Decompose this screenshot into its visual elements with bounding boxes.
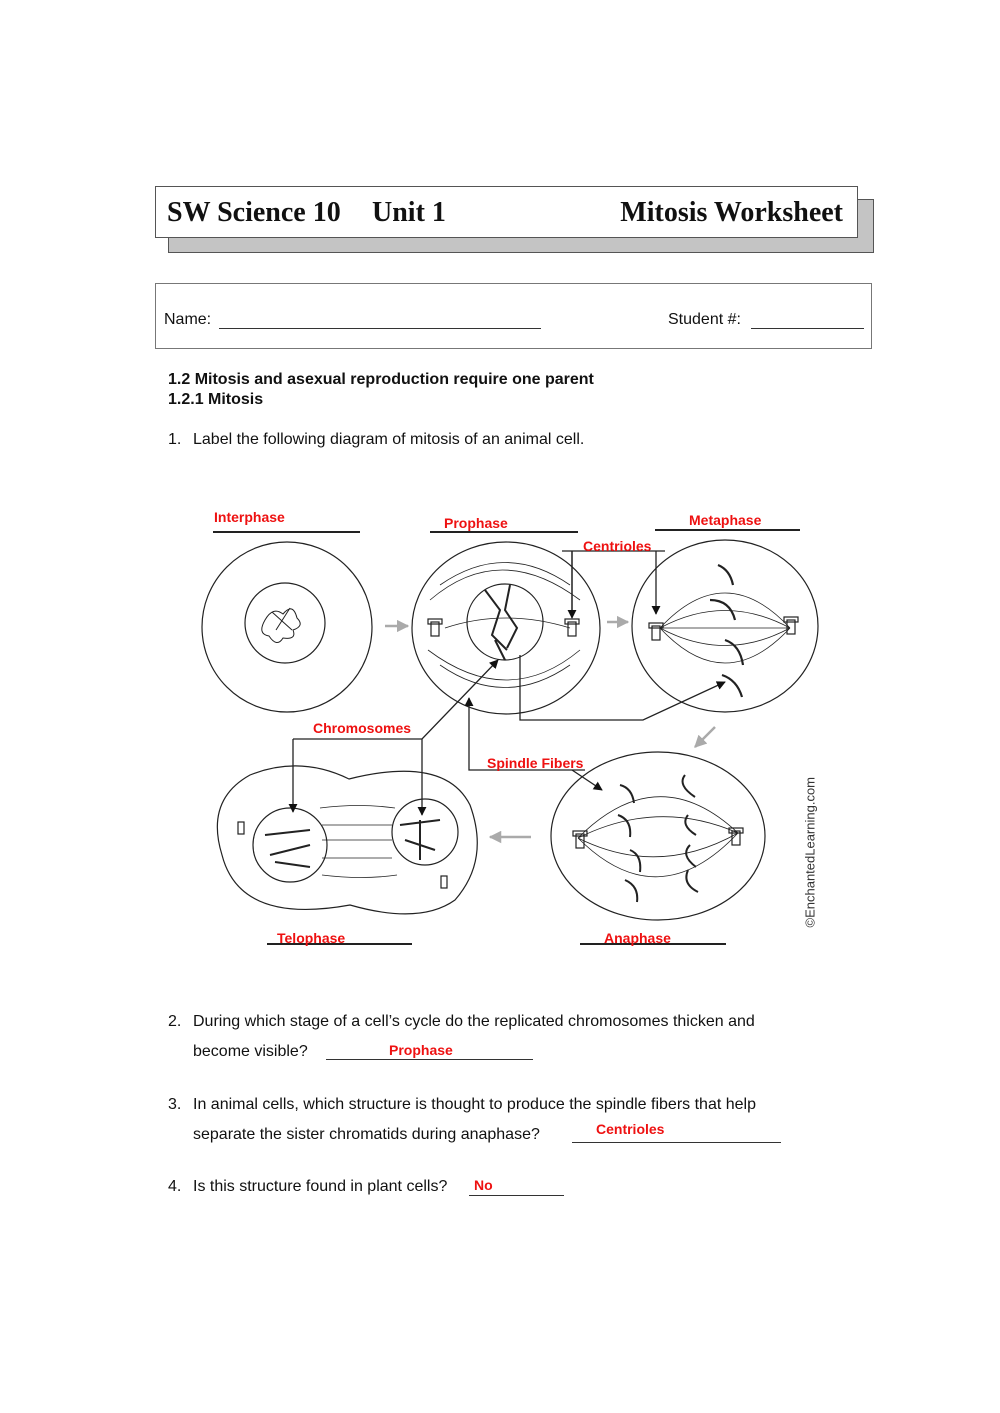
question-2-answer: Prophase (389, 1042, 453, 1058)
metaphase-chromosome-pointer (520, 655, 725, 720)
label-interphase: Interphase (214, 509, 285, 525)
section-heading: 1.2 Mitosis and asexual reproduction require one parent (168, 371, 594, 388)
question-2-text-line1: During which stage of a cell’s cycle do the replicated chromosomes thicken and (193, 1013, 755, 1030)
label-chromosomes: Chromosomes (313, 720, 412, 736)
question-2-answer-line[interactable] (326, 1059, 533, 1060)
arrow-metaphase-to-anaphase (695, 727, 715, 747)
question-3-number: 3. (168, 1096, 182, 1113)
label-spindle-fibers: Spindle Fibers (487, 755, 584, 771)
question-2-number: 2. (168, 1013, 182, 1030)
section-subheading: 1.2.1 Mitosis (168, 391, 264, 408)
name-label: Name: (164, 311, 212, 328)
question-4-text: Is this structure found in plant cells? (193, 1178, 448, 1195)
question-3-answer: Centrioles (596, 1121, 665, 1137)
question-2-text-line2: become visible? (193, 1043, 308, 1060)
question-4-answer-line[interactable] (469, 1195, 564, 1196)
label-telophase: Telophase (277, 930, 346, 946)
metaphase-cell (632, 540, 818, 712)
label-prophase: Prophase (444, 515, 508, 531)
credit-text: ©EnchantedLearning.com (802, 776, 818, 928)
question-4-answer: No (474, 1177, 493, 1193)
course-title: SW Science 10 (167, 197, 341, 228)
question-1-number: 1. (168, 431, 182, 448)
question-3-text-line2: separate the sister chromatids during anaphase? (193, 1126, 540, 1143)
interphase-cell (202, 542, 372, 712)
label-centrioles: Centrioles (583, 538, 652, 554)
centrioles-pointer (562, 551, 665, 616)
student-number-label: Student #: (668, 311, 741, 328)
telophase-cell (217, 766, 477, 914)
label-anaphase: Anaphase (604, 930, 671, 946)
question-4-number: 4. (168, 1178, 182, 1195)
worksheet-title: Mitosis Worksheet (620, 197, 843, 228)
question-1-text: Label the following diagram of mitosis of an animal cell. (193, 431, 585, 448)
unit-title: Unit 1 (372, 197, 446, 228)
question-3-answer-line[interactable] (572, 1142, 781, 1143)
credit-text-container (800, 760, 820, 930)
question-3-text-line1: In animal cells, which structure is thought to produce the spindle fibers that help (193, 1096, 756, 1113)
label-metaphase: Metaphase (689, 512, 762, 528)
